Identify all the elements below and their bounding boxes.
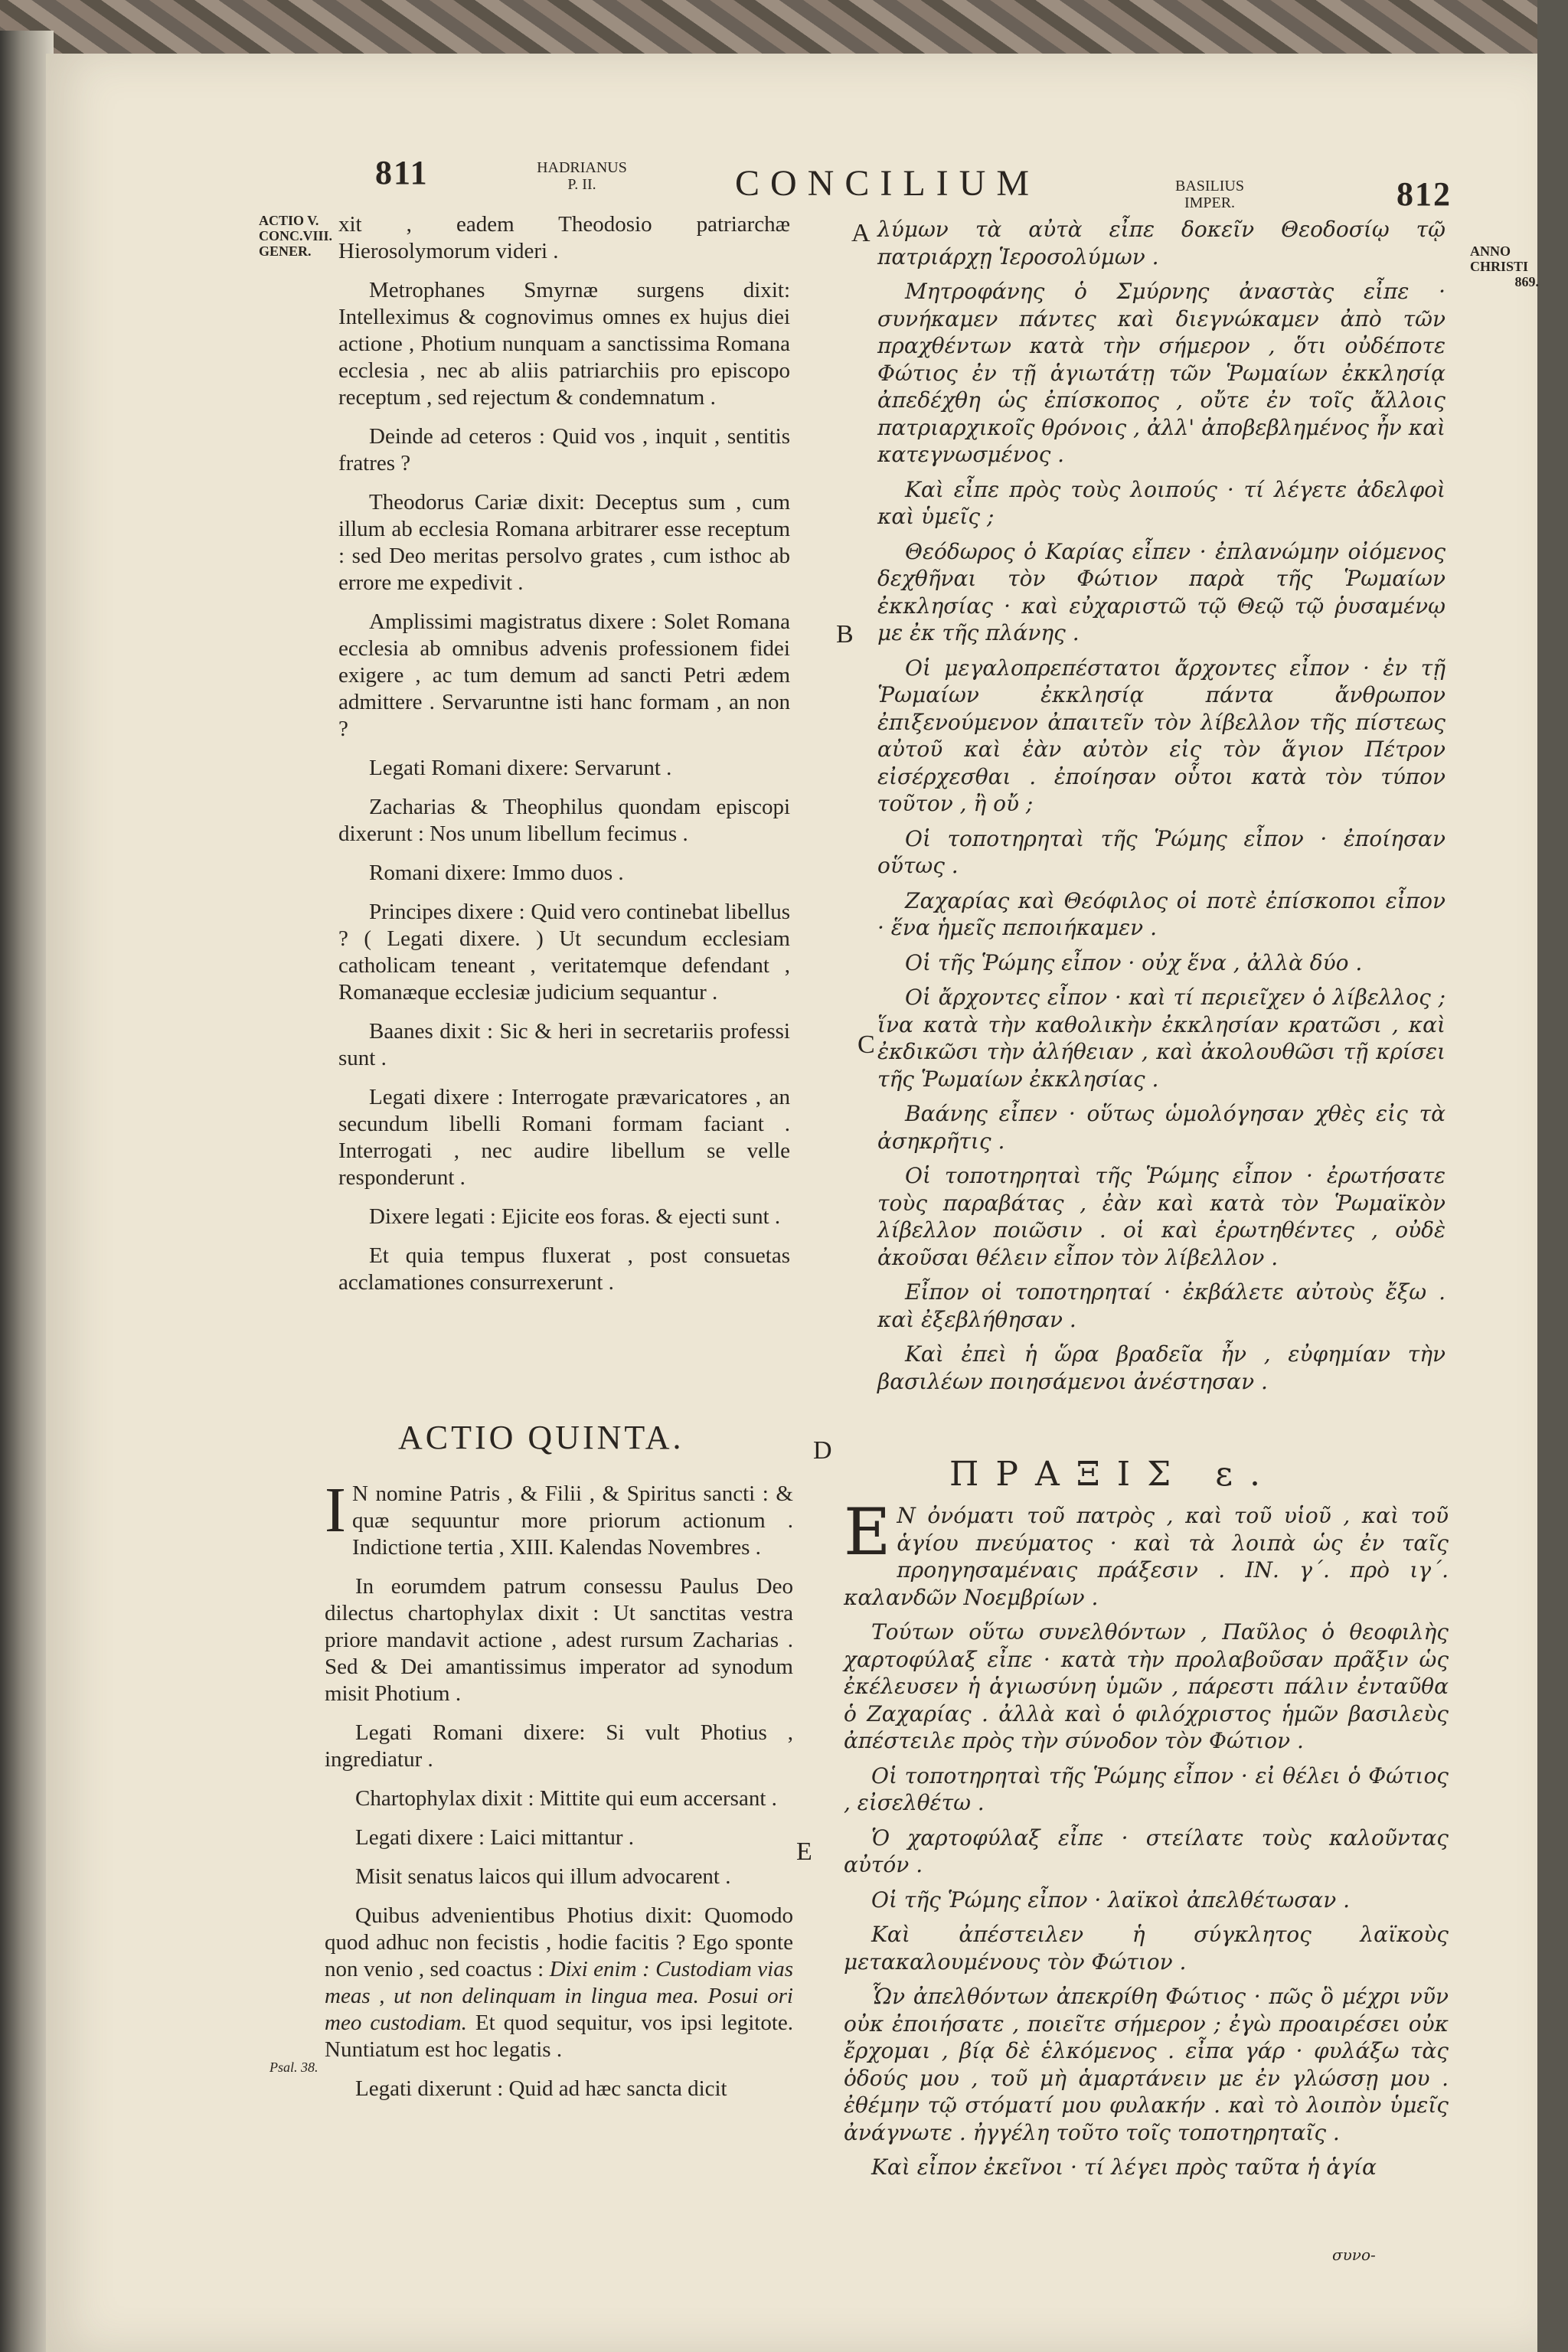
greek-para: λύμων τὰ αὐτὰ εἶπε δοκεῖν Θεοδοσίῳ τῷ πατριάρχῃ Ἱεροσολύμων . bbox=[877, 217, 1446, 270]
greek-para: Οἱ τοποτηρηταὶ τῆς Ῥώμης εἶπον · ἐποίησαν οὕτως . bbox=[877, 825, 1446, 878]
running-head-hadrianus: HADRIANUS bbox=[537, 159, 627, 176]
section-letter-c: C bbox=[858, 1031, 875, 1059]
greek-section-title: ΠΡΑΞΙΣ ε. bbox=[949, 1455, 1277, 1494]
right-page-number: 812 bbox=[1396, 175, 1452, 213]
drop-cap-e: E bbox=[844, 1494, 891, 1570]
latin-para: xit , eadem Theodosio patriarchæ Hierosolymorum videri . bbox=[338, 212, 790, 263]
greek-para bbox=[844, 1494, 1449, 1611]
margin-psalm-ref: Psal. 38. bbox=[270, 2060, 318, 2075]
greek-para: Οἱ τῆς Ῥώμης εἶπον · οὐχ ἕνα , ἀλλὰ δύο . bbox=[905, 949, 1363, 975]
greek-para: Βαάνης εἶπεν · οὕτως ὡμολόγησαν χθὲς εἰς τὰ ἀσηκρῆτις . bbox=[877, 1101, 1446, 1154]
latin-para: Metrophanes Smyrnæ surgens dixit: Intelleximus & cognovimus omnes ex hujus diei actione , Photium nunquam a sanctissima Romana ecclesia , nec ab aliis patriarchiis pro episcopo receptum , sed rejectum & condemnatum . bbox=[338, 278, 790, 410]
latin-para: Zacharias & Theophilus quondam episcopi dixerunt : Nos unum libellum fecimus . bbox=[338, 795, 790, 846]
greek-para: Τούτων οὕτω συνελθόντων , Παῦλος ὁ θεοφιλὴς χαρτοφύλαξ εἶπε · κατὰ τὴν προλαβοῦσαν πρᾶξιν ὡς ἐκέλευσεν ἡ ἁγιωσύνη ὑμῶν , πάρεστι πάλιν ἐνταῦθα ὁ Ζαχαρίας . ἀλλὰ καὶ ὁ φιλόχριστος ἡμῶν βασιλεὺς ἀπέστειλε πρὸς τὴν σύνοδον τὸν Φώτιον . bbox=[844, 1619, 1449, 1753]
latin-text: Et quod sequitur, vos ipsi legitote. Nuntiatum est hoc legatis . bbox=[325, 2011, 793, 2062]
greek-para: Εἶπον οἱ τοποτηρηταί · ἐκβάλετε αὐτοὺς ἔξω . καὶ ἐξεβλήθησαν . bbox=[877, 1279, 1446, 1332]
margin-year: 869. bbox=[1514, 274, 1539, 289]
latin-section-title: ACTIO QUINTA. bbox=[398, 1419, 684, 1456]
latin-para: Principes dixere : Quid vero continebat libellus ? ( Legati dixere. ) Ut secundum ecclesiam catholicam teneant , veritatemque defendant , Romanæque ecclesiæ judicium sequantur . bbox=[338, 900, 790, 1004]
latin-column-lower bbox=[325, 1475, 794, 2115]
greek-para: Θεόδωρος ὁ Καρίας εἶπεν · ἐπλανώμην οἰόμενος δεχθῆναι τὸν Φώτιον παρὰ τῆς Ῥωμαίων ἐκκλησίας · καὶ εὐχαριστῶ τῷ Θεῷ τῷ ῥυσαμένῳ με ἐκ τῆς πλάνης . bbox=[877, 538, 1446, 645]
greek-para: Καὶ εἶπε πρὸς τοὺς λοιπούς · τί λέγετε ἀδελφοὶ καὶ ὑμεῖς ; bbox=[877, 476, 1446, 529]
right-running-head bbox=[1148, 178, 1271, 211]
running-head-p2: P. II. bbox=[567, 176, 596, 193]
latin-para: Legati Romani dixere: Servarunt . bbox=[369, 756, 672, 780]
latin-para: Baanes dixit : Sic & heri in secretariis professi sunt . bbox=[338, 1019, 790, 1070]
latin-para: Legati dixerunt : Quid ad hæc sancta dicit bbox=[355, 2076, 727, 2101]
running-head-imper: IMPER. bbox=[1184, 194, 1236, 211]
greek-para: Μητροφάνης ὁ Σμύρνης ἀναστὰς εἶπε · συνήκαμεν πάντες καὶ διεγνώκαμεν ἀπὸ τῶν πραχθέντων κατὰ τὴν σήμερον , ὅτι οὐδέποτε Φώτιος ἐν τῇ ἁγιωτάτῃ τῶν Ῥωμαίων ἐκκλησίᾳ ἀπεδέχθη ὡς ἐπίσκοπος , οὔτε ἐν τοῖς ἄλλοις πατριαρχικοῖς θρόνοις , ἀλλ' ἀποβεβλημένος ἦν καὶ κατεγνωσμένος . bbox=[877, 279, 1446, 467]
latin-para bbox=[325, 1903, 793, 2063]
latin-text: N nomine Patris , & Filii , & Spiritus sancti : & quæ sequuntur more priorum actionum . Indictione tertia , XIII. Kalendas Novembres . bbox=[351, 1481, 793, 1560]
greek-para: Οἱ τοποτηρηταὶ τῆς Ῥώμης εἶπον · εἰ θέλει ὁ Φώτιος , εἰσελθέτω . bbox=[844, 1762, 1449, 1815]
section-letter-e: E bbox=[796, 1838, 812, 1866]
latin-para: Romani dixere: Immo duos . bbox=[369, 861, 624, 885]
greek-para: Ζαχαρίας καὶ Θεόφιλος οἱ ποτὲ ἐπίσκοποι εἶπον · ἕνα ἡμεῖς πεποιήκαμεν . bbox=[877, 887, 1446, 940]
greek-para: Ὁ χαρτοφύλαξ εἶπε · στείλατε τοὺς καλοῦντας αὐτόν . bbox=[844, 1824, 1449, 1877]
section-letter-a: A bbox=[851, 219, 871, 247]
latin-para: In eorumdem patrum consessu Paulus Deo dilectus chartophylax dixit : Ut sanctitas vestra priore mandavit actione , adest rursum Zacharias . Sed & Dei amantissimus imperator ad synodum misit Photium . bbox=[325, 1574, 793, 1706]
latin-para: Deinde ad ceteros : Quid vos , inquit , sentitis fratres ? bbox=[338, 424, 790, 475]
section-letter-b: B bbox=[836, 620, 854, 648]
margin-christi: CHRISTI bbox=[1470, 259, 1529, 274]
margin-anno: ANNO bbox=[1470, 243, 1511, 259]
greek-text: Ν ὀνόματι τοῦ πατρὸς , καὶ τοῦ υἱοῦ , καὶ τοῦ ἁγίου πνεύματος · καὶ τὰ λοιπὰ ὡς ἐν ταῖς προηγησαμέναις πράξεσιν . ΙΝ. γ΄. πρὸ ιγ΄. καλανδῶν Νοεμβρίων . bbox=[844, 1503, 1449, 1610]
latin-text: Quibus advenientibus Photius dixit: Quomodo quod adhuc non fecistis , hodie facitis ? Ego sponte non venio , sed coactus : bbox=[325, 1903, 793, 1981]
latin-para: Dixere legati : Ejicite eos foras. & ejecti sunt . bbox=[369, 1204, 781, 1229]
greek-para: Οἱ μεγαλοπρεπέστατοι ἄρχοντες εἶπον · ἐν τῇ Ῥωμαίων ἐκκλησίᾳ πάντα ἄνθρωπον ἐπιξενούμενον ἀπαιτεῖν τὸν λίβελλον τῆς πίστεως αὐτοῦ καὶ ἐὰν αὐτὸν εἰς τὸν ἅγιον Πέτρον εἰσέρχεσθαι . ἐποίησαν οὗτοι κατὰ τὸν τύπον τοῦτον , ἢ οὔ ; bbox=[877, 655, 1446, 816]
latin-para: Theodorus Cariæ dixit: Deceptus sum , cum illum ab ecclesia Romana arbitrarer esse receptum : sed Deo meritas persolvo grates , cum isthoc ab errore me expedivit . bbox=[338, 490, 790, 595]
latin-para: Misit senatus laicos qui illum advocarent . bbox=[355, 1864, 731, 1889]
greek-para: Ὧν ἀπελθόντων ἀπεκρίθη Φώτιος · πῶς ὃ μέχρι νῦν οὐκ ἐποιήσατε , ποιεῖτε σήμερον ; ἐγὼ προαιρέσει οὐκ ἔρχομαι , βίᾳ δὲ ἑλκόμενος . εἶπα γάρ · φυλάξω τὰς ὁδούς μου , τοῦ μὴ ἁμαρτάνειν με ἐν γλώσσῃ μου . ἐθέμην τῷ στόματί μου φυλακήν . καὶ τὸ λοιπὸν ὑμεῖς ἀνάγνωτε . ἠγγέλη τοῦτο τοῖς τοποτηρηταῖς . bbox=[844, 1984, 1449, 2145]
latin-para: Chartophylax dixit : Mittite qui eum accersant . bbox=[355, 1786, 777, 1811]
running-head-basilius: BASILIUS bbox=[1174, 178, 1244, 194]
latin-para bbox=[325, 1475, 793, 1561]
margin-actio: ACTIO V. bbox=[259, 213, 319, 228]
right-shadow bbox=[1537, 0, 1568, 2352]
greek-para: Οἱ τῆς Ῥώμης εἶπον · λαϊκοὶ ἀπελθέτωσαν . bbox=[871, 1886, 1351, 1913]
greek-column-lower bbox=[844, 1494, 1449, 2189]
page-title: CONCILIUM bbox=[735, 163, 1040, 204]
drop-cap-i: I bbox=[325, 1475, 346, 1546]
margin-note-right bbox=[1470, 243, 1539, 289]
greek-para: Καὶ ἐπεὶ ἡ ὥρα βραδεῖα ἦν , εὐφημίαν τὴν βασιλέων ποιησάμενοι ἀνέστησαν . bbox=[877, 1341, 1446, 1394]
left-running-head bbox=[521, 159, 643, 193]
greek-column-upper bbox=[877, 216, 1446, 1403]
latin-para: Legati dixere : Interrogate prævaricatores , an secundum libelli Romani formam faciant . Interrogati , nec audire libellum se velle responderunt . bbox=[338, 1085, 790, 1190]
greek-para: Καὶ ἀπέστειλεν ἡ σύγκλητος λαϊκοὺς μετακαλουμένους τὸν Φώτιον . bbox=[844, 1922, 1449, 1975]
greek-para: Καὶ εἶπον ἐκεῖνοι · τί λέγει πρὸς ταῦτα ἡ ἁγία bbox=[871, 2154, 1377, 2180]
scripture-quote: Dixi enim : Custodiam vias meas , ut non delinquam in lingua mea. Posui ori meo custodiam. bbox=[325, 1957, 794, 2035]
margin-gener: GENER. bbox=[259, 243, 312, 259]
catchword: συνο- bbox=[1332, 2246, 1376, 2264]
greek-para: Οἱ τοποτηρηταὶ τῆς Ῥώμης εἶπον · ἐρωτήσατε τοὺς παραβάτας , ἐὰν καὶ κατὰ τὸν Ῥωμαϊκὸν λίβελλον ποιῶσιν . οἱ καὶ ἐρωτηθέντες , οὐδὲ ἀκοῦσαι θέλειν εἶπον τὸν λίβελλον . bbox=[877, 1163, 1446, 1270]
latin-para: Amplissimi magistratus dixere : Solet Romana ecclesia ab omnibus advenis professionem fidei exigere , ac tum demum ad sancti Petri ædem admittere . Servaruntne isti hanc formam , an non ? bbox=[338, 609, 790, 741]
margin-conc: CONC.VIII. bbox=[259, 228, 333, 243]
left-page-number: 811 bbox=[375, 154, 429, 191]
section-letter-d: D bbox=[813, 1436, 832, 1465]
latin-para: Legati Romani dixere: Si vult Photius , ingrediatur . bbox=[325, 1720, 793, 1772]
latin-para: Legati dixere : Laici mittantur . bbox=[355, 1825, 634, 1850]
latin-column-upper bbox=[338, 211, 790, 1308]
greek-para: Οἱ ἄρχοντες εἶπον · καὶ τί περιεῖχεν ὁ λίβελλος ; ἵνα κατὰ τὴν καθολικὴν ἐκκλησίαν κρατῶσι , καὶ ἐκδικῶσι τὴν ἀλήθειαν , καὶ ἀκολουθῶσι τῇ κρίσει τῆς Ῥωμαίων ἐκκλησίας . bbox=[877, 985, 1446, 1092]
latin-para: Et quia tempus fluxerat , post consuetas acclamationes consurrexerunt . bbox=[338, 1243, 790, 1295]
